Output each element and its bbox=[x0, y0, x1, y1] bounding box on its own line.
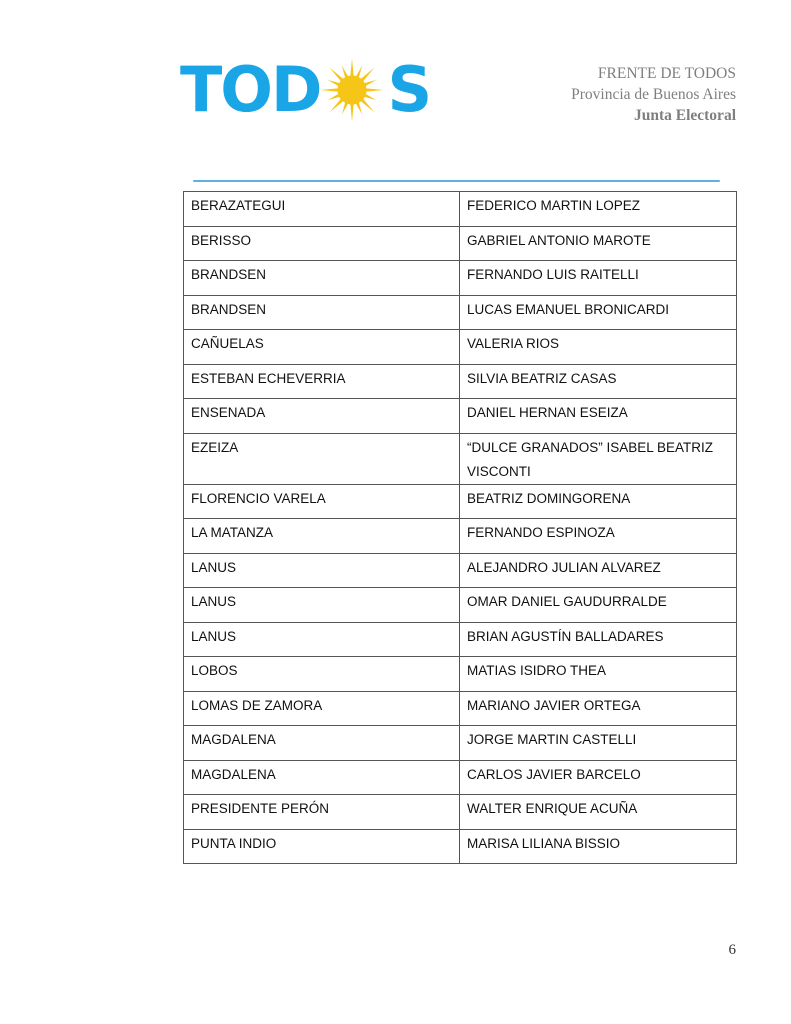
logo-text-left: TOD bbox=[180, 53, 321, 126]
district-cell: MAGDALENA bbox=[184, 760, 460, 795]
table-row bbox=[184, 364, 737, 399]
district-cell: BRANDSEN bbox=[184, 261, 460, 296]
district-cell: LANUS bbox=[184, 553, 460, 588]
district-cell: BERAZATEGUI bbox=[184, 192, 460, 227]
name-cell: CARLOS JAVIER BARCELO bbox=[460, 760, 737, 795]
table-row bbox=[184, 261, 737, 296]
todos-logo bbox=[180, 53, 431, 126]
name-cell: LUCAS EMANUEL BRONICARDI bbox=[460, 295, 737, 330]
table-row bbox=[184, 484, 737, 519]
name-cell: OMAR DANIEL GAUDURRALDE bbox=[460, 588, 737, 623]
district-cell: LANUS bbox=[184, 588, 460, 623]
name-cell: FERNANDO ESPINOZA bbox=[460, 519, 737, 554]
name-cell: FEDERICO MARTIN LOPEZ bbox=[460, 192, 737, 227]
name-cell: SILVIA BEATRIZ CASAS bbox=[460, 364, 737, 399]
district-cell: FLORENCIO VARELA bbox=[184, 484, 460, 519]
table-row bbox=[184, 795, 737, 830]
org-line-province: Provincia de Buenos Aires bbox=[571, 86, 736, 103]
table-row bbox=[184, 226, 737, 261]
name-cell: GABRIEL ANTONIO MAROTE bbox=[460, 226, 737, 261]
district-cell: MAGDALENA bbox=[184, 726, 460, 761]
district-cell: PRESIDENTE PERÓN bbox=[184, 795, 460, 830]
name-cell: “DULCE GRANADOS” ISABEL BEATRIZ VISCONTI bbox=[460, 433, 737, 484]
name-cell: MARISA LILIANA BISSIO bbox=[460, 829, 737, 864]
table-row bbox=[184, 519, 737, 554]
district-cell: ESTEBAN ECHEVERRIA bbox=[184, 364, 460, 399]
table-row bbox=[184, 726, 737, 761]
district-cell: LOBOS bbox=[184, 657, 460, 692]
sun-icon bbox=[319, 57, 385, 123]
name-cell: BRIAN AGUSTÍN BALLADARES bbox=[460, 622, 737, 657]
district-cell: BRANDSEN bbox=[184, 295, 460, 330]
district-cell: CAÑUELAS bbox=[184, 330, 460, 365]
organization-header bbox=[571, 63, 736, 126]
name-cell: VALERIA RIOS bbox=[460, 330, 737, 365]
header-divider bbox=[193, 180, 720, 182]
logo-text-right: S bbox=[387, 53, 431, 126]
table-row bbox=[184, 553, 737, 588]
name-cell: JORGE MARTIN CASTELLI bbox=[460, 726, 737, 761]
table-row bbox=[184, 433, 737, 484]
page-number: 6 bbox=[728, 942, 736, 958]
table-row bbox=[184, 657, 737, 692]
name-cell: MATIAS ISIDRO THEA bbox=[460, 657, 737, 692]
district-cell: LOMAS DE ZAMORA bbox=[184, 691, 460, 726]
district-cell: LA MATANZA bbox=[184, 519, 460, 554]
district-cell: ENSENADA bbox=[184, 399, 460, 434]
district-cell: EZEIZA bbox=[184, 433, 460, 484]
table-row bbox=[184, 192, 737, 227]
district-cell: PUNTA INDIO bbox=[184, 829, 460, 864]
name-cell: DANIEL HERNAN ESEIZA bbox=[460, 399, 737, 434]
name-cell: ALEJANDRO JULIAN ALVAREZ bbox=[460, 553, 737, 588]
district-candidates-table bbox=[183, 191, 737, 864]
district-cell: BERISSO bbox=[184, 226, 460, 261]
name-cell: BEATRIZ DOMINGORENA bbox=[460, 484, 737, 519]
table-row bbox=[184, 691, 737, 726]
table-body bbox=[184, 192, 737, 864]
name-cell: MARIANO JAVIER ORTEGA bbox=[460, 691, 737, 726]
table-row bbox=[184, 399, 737, 434]
name-cell: WALTER ENRIQUE ACUÑA bbox=[460, 795, 737, 830]
table-row bbox=[184, 829, 737, 864]
table-row bbox=[184, 760, 737, 795]
table-row bbox=[184, 588, 737, 623]
org-line-board: Junta Electoral bbox=[633, 107, 736, 124]
name-cell: FERNANDO LUIS RAITELLI bbox=[460, 261, 737, 296]
table-row bbox=[184, 622, 737, 657]
district-cell: LANUS bbox=[184, 622, 460, 657]
org-line-front: FRENTE DE TODOS bbox=[597, 65, 736, 82]
table-row bbox=[184, 295, 737, 330]
table-row bbox=[184, 330, 737, 365]
